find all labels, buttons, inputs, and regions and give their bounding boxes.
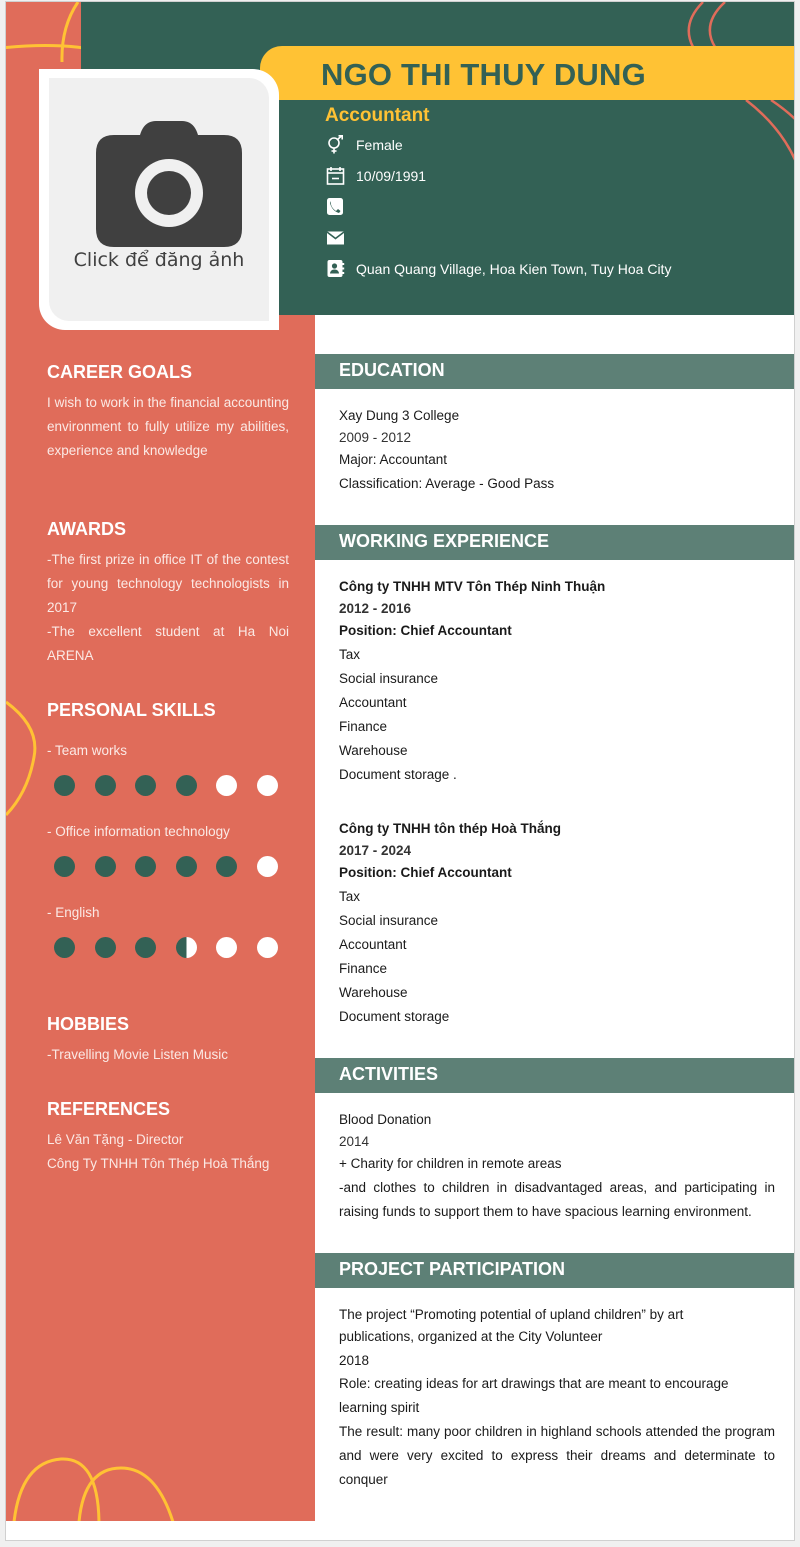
activity-year: 2014 — [339, 1134, 370, 1149]
education-content — [339, 405, 775, 495]
rating-dot-empty — [257, 856, 278, 877]
contact-phone — [326, 197, 356, 216]
rating-dot-filled — [54, 937, 75, 958]
job-duty: Accountant — [339, 695, 407, 710]
project-name: The project “Promoting potential of upland children” by art publications, organized at the City Volunteer — [339, 1307, 684, 1344]
candidate-name: NGO THI THUY DUNG — [321, 57, 646, 92]
job-duty: Tax — [339, 889, 361, 904]
decorative-curve-mid-left — [6, 697, 46, 817]
job-position: Position: Chief Accountant — [339, 623, 512, 638]
references-title: REFERENCES — [47, 1099, 171, 1119]
skills-title: PERSONAL SKILLS — [47, 700, 216, 720]
contact-gender — [326, 135, 403, 154]
decorative-curves-top-right — [681, 2, 795, 202]
photo-upload-label[interactable]: Click để đăng ảnh — [73, 249, 245, 271]
project-role: Role: creating ideas for art drawings that are meant to encourage learning spirit — [339, 1376, 729, 1415]
job-duty: Social insurance — [339, 913, 439, 928]
rating-dot-half — [176, 937, 197, 958]
cv-page — [5, 1, 795, 1541]
skill-label-teamwork: - Team works — [47, 743, 128, 758]
job-duty: Social insurance — [339, 671, 439, 686]
skill-rating-office-it — [54, 856, 278, 877]
activity-line-1: + Charity for children in remote areas — [339, 1156, 562, 1171]
job-period: 2012 - 2016 — [339, 601, 412, 616]
skill-rating-english — [54, 937, 278, 958]
contact-birthdate — [326, 166, 426, 185]
calendar-icon — [326, 166, 345, 185]
job-title: Accountant — [325, 105, 430, 126]
experience-title: WORKING EXPERIENCE — [339, 531, 550, 551]
contact-address — [326, 259, 671, 278]
activities-header — [315, 1058, 795, 1093]
rating-dot-filled — [95, 775, 116, 796]
job-company: Công ty TNHH MTV Tôn Thép Ninh Thuận — [339, 579, 606, 594]
photo-placeholder[interactable] — [49, 78, 269, 321]
job-duty: Accountant — [339, 937, 407, 952]
job-duty: Finance — [339, 961, 388, 976]
rating-dot-filled — [95, 856, 116, 877]
education-period: 2009 - 2012 — [339, 430, 412, 445]
activities-content — [339, 1109, 775, 1224]
project-result: The result: many poor children in highland schools attended the program and were very excited to express their dreams and determinate to conquer — [339, 1424, 775, 1487]
rating-dot-filled — [54, 856, 75, 877]
rating-dot-filled — [176, 856, 197, 877]
job-duty: Document storage . — [339, 767, 457, 782]
address-value: Quan Quang Village, Hoa Kien Town, Tuy Hoa City — [356, 260, 672, 277]
award-item-2: -The excellent student at Ha Noi ARENA — [47, 624, 289, 663]
decorative-curves-bottom-left — [6, 1432, 315, 1521]
skill-label-office-it: - Office information technology — [47, 824, 230, 839]
skill-rating-teamwork — [54, 775, 278, 796]
gender-icon — [326, 135, 345, 154]
job-entry — [339, 576, 775, 786]
projects-header — [315, 1253, 795, 1288]
rating-dot-filled — [176, 775, 197, 796]
education-classification: Classification: Average - Good Pass — [339, 476, 555, 491]
career-goals-text: I wish to work in the financial accounting environment to fully utilize my abilities, experience and knowledge — [47, 395, 289, 458]
rating-dot-filled — [135, 937, 156, 958]
projects-title: PROJECT PARTICIPATION — [339, 1259, 566, 1279]
phone-icon — [326, 197, 345, 216]
rating-dot-filled — [135, 775, 156, 796]
reference-line-2: Công Ty TNHH Tôn Thép Hoà Thắng — [47, 1156, 270, 1171]
education-school: Xay Dung 3 College — [339, 408, 460, 423]
hobbies-title: HOBBIES — [47, 1014, 130, 1034]
job-company: Công ty TNHH tôn thép Hoà Thắng — [339, 821, 561, 836]
birthdate-value: 10/09/1991 — [356, 167, 427, 184]
rating-dot-filled — [216, 856, 237, 877]
award-item-1: -The first prize in office IT of the contest for young technology technologists in 2017 — [47, 552, 289, 615]
rating-dot-filled — [95, 937, 116, 958]
activity-name: Blood Donation — [339, 1112, 432, 1127]
job-duty: Finance — [339, 719, 388, 734]
career-goals-title: CAREER GOALS — [47, 362, 193, 382]
rating-dot-filled — [135, 856, 156, 877]
rating-dot-empty — [216, 937, 237, 958]
photo-upload[interactable] — [39, 69, 279, 330]
activity-line-2: -and clothes to children in disadvantaged areas, and participating in raising funds to support them to have spacious learning environment. — [339, 1180, 775, 1219]
education-title: EDUCATION — [339, 360, 445, 380]
rating-dot-filled — [54, 775, 75, 796]
address-icon — [326, 259, 345, 278]
email-icon — [326, 228, 345, 247]
education-header — [315, 354, 795, 389]
experience-header — [315, 525, 795, 560]
job-duty: Warehouse — [339, 985, 408, 1000]
rating-dot-empty — [216, 775, 237, 796]
camera-icon — [96, 121, 242, 247]
gender-value: Female — [356, 136, 403, 153]
hobbies-text: -Travelling Movie Listen Music — [47, 1047, 229, 1062]
job-period: 2017 - 2024 — [339, 843, 412, 858]
job-duty: Warehouse — [339, 743, 408, 758]
awards-title: AWARDS — [47, 519, 127, 539]
reference-line-1: Lê Văn Tặng - Director — [47, 1132, 184, 1147]
education-major: Major: Accountant — [339, 452, 448, 467]
activities-title: ACTIVITIES — [339, 1064, 439, 1084]
contact-email — [326, 228, 356, 247]
skill-label-english: - English — [47, 905, 100, 920]
rating-dot-empty — [257, 775, 278, 796]
project-year: 2018 — [339, 1353, 370, 1368]
job-entry — [339, 818, 775, 1028]
job-position: Position: Chief Accountant — [339, 865, 512, 880]
job-duty: Document storage — [339, 1009, 450, 1024]
job-duty: Tax — [339, 647, 361, 662]
rating-dot-empty — [257, 937, 278, 958]
